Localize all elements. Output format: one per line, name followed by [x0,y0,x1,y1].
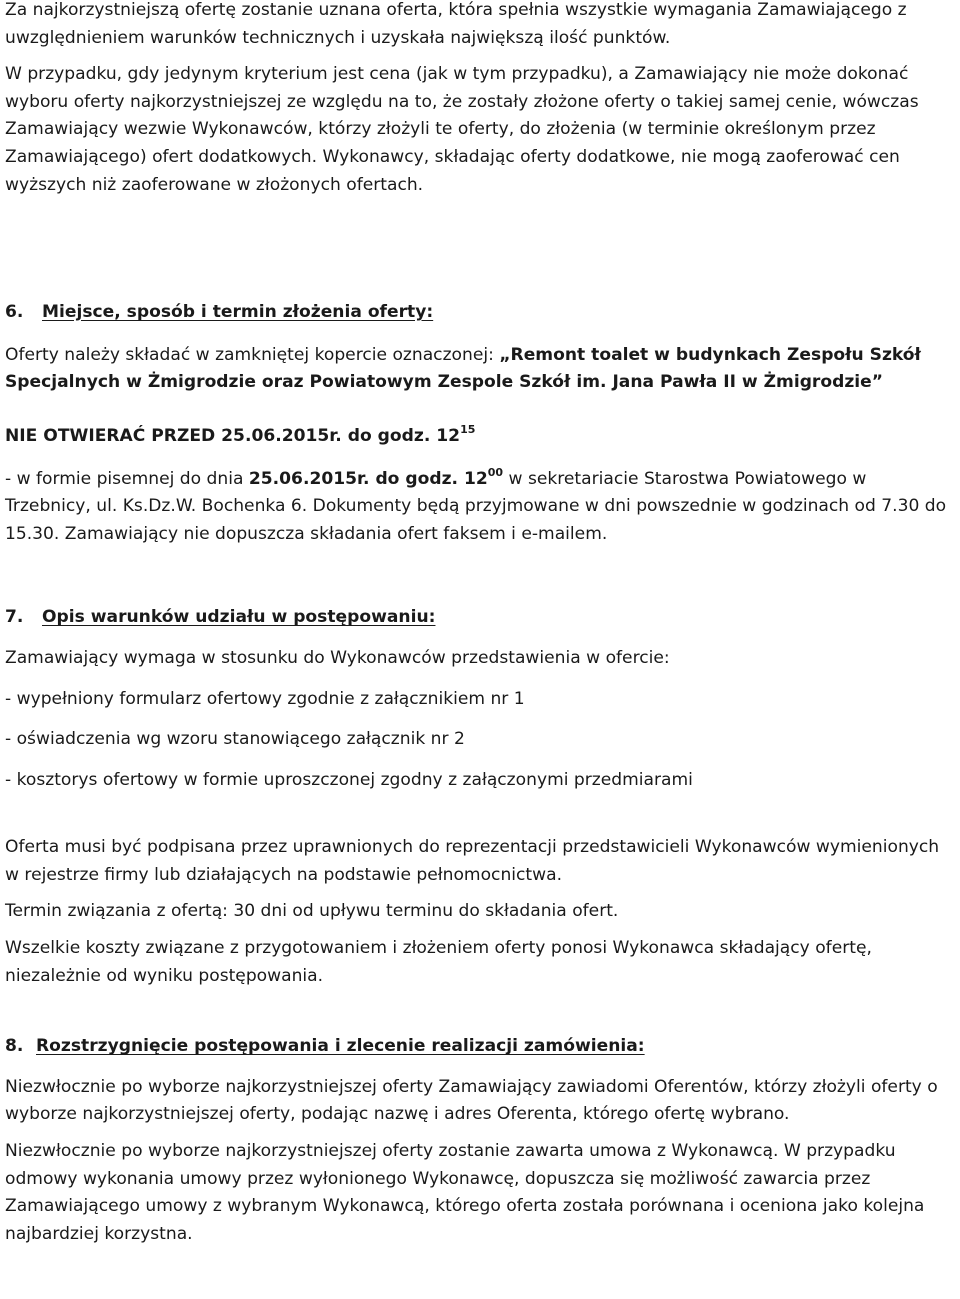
written-date: 25.06.2015r. do godz. 12 [248,468,488,489]
written-form-paragraph [5,466,957,549]
section-7-intro: Zamawiający wymaga w stosunku do Wykonawców przedstawienia w ofercie: [5,647,670,668]
written-rest: w sekretariacie Starostwa Powiatowego w Trzebnicy, ul. Ks.Dz.W. Bochenka 6. Dokumenty będą przyjmowane w dni powszednie w godzinach od 7.30 do 15.30. Zamawiający nie dopuszcza składania ofert faksem i e-mailem. [5,468,947,544]
section-7-heading [5,604,957,632]
do-not-open-text: NIE OTWIERAĆ PRZED 25.06.2015r. do godz. 12 [5,425,461,446]
section-8-heading [5,1033,957,1061]
envelope-paragraph [5,342,957,397]
costs-paragraph: Wszelkie koszty związane z przygotowaniem i złożeniem oferty ponosi Wykonawca składający ofertę, niezależnie od wyniku postępowania. [5,938,872,986]
price-criterion-paragraph: W przypadku, gdy jedynym kryterium jest cena (jak w tym przypadku), a Zamawiający nie może dokonać wyboru oferty najkorzystniejszej ze względu na to, że zostały złożone oferty o takiej samej cenie, wówczas Zamawiający wezwie Wykonawców, którzy złożyli te oferty, do złożenia (w terminie określonym przez Zamawiającego) ofert dodatkowych. Wykonawcy, składając oferty dodatkowe, nie mogą zaoferować cen wyższych niż zaoferowane w złożonych ofertach. [5,64,919,195]
section-8-number: 8. [5,1036,24,1057]
section-6-number: 6. [5,302,24,323]
envelope-title: „Remont toalet w budynkach Zespołu Szkół Specjalnych w Żmigrodzie oraz Powiatowym Zespole Szkół im. Jana Pawła II w Żmigrodzie” [5,344,921,393]
signature-paragraph: Oferta musi być podpisana przez uprawnionych do reprezentacji przedstawicieli Wykonawców wymienionych w rejestrze firmy lub działających na podstawie pełnomocnictwa. [5,837,940,885]
binding-period-paragraph: Termin związania z ofertą: 30 dni od upływu terminu do składania ofert. [5,901,619,922]
section-7-title: Opis warunków udziału w postępowaniu: [42,607,436,628]
section-6-heading [5,299,957,327]
list-item: - wypełniony formularz ofertowy zgodnie z załącznikiem nr 1 [5,688,525,709]
section-6-title: Miejsce, sposób i termin złożenia oferty: [42,302,434,323]
list-item: - kosztorys ofertowy w formie uproszczonej zgodny z załączonymi przedmiarami [5,769,693,790]
intro-paragraph: Za najkorzystniejszą ofertę zostanie uznana oferta, która spełnia wszystkie wymagania Zamawiającego z uwzględnieniem warunków technicznych i uzyskała największą ilość punktów. [5,0,907,48]
section-7-number: 7. [5,607,24,628]
section-8-title: Rozstrzygnięcie postępowania i zlecenie realizacji zamówienia: [36,1036,645,1057]
document-page [5,0,957,1248]
section-8-paragraph-2: Niezwłocznie po wyborze najkorzystniejszej oferty zostanie zawarta umowa z Wykonawcą. W przypadku odmowy wykonania umowy przez wyłonionego Wykonawcę, dopuszcza się możliwość zawarcia przez Zamawiającego umowy z wybranym Wykonawcą, którego oferta została porównana i oceniona jako kolejna najbardziej korzystna. [5,1141,925,1244]
written-prefix: - w formie pisemnej do dnia [5,468,249,489]
section-8-paragraph-1: Niezwłocznie po wyborze najkorzystniejszej oferty Zamawiający zawiadomi Oferentów, którzy złożyli oferty o wyborze najkorzystniejszej oferty, podając nazwę i adres Oferenta, którego ofertę wybrano. [5,1076,938,1125]
envelope-prefix: Oferty należy składać w zamkniętej kopercie oznaczonej: [5,344,500,365]
do-not-open-notice [5,423,957,451]
written-minutes: 00 [487,465,504,479]
do-not-open-minutes: 15 [460,422,476,436]
list-item: - oświadczenia wg wzoru stanowiącego załącznik nr 2 [5,729,465,750]
